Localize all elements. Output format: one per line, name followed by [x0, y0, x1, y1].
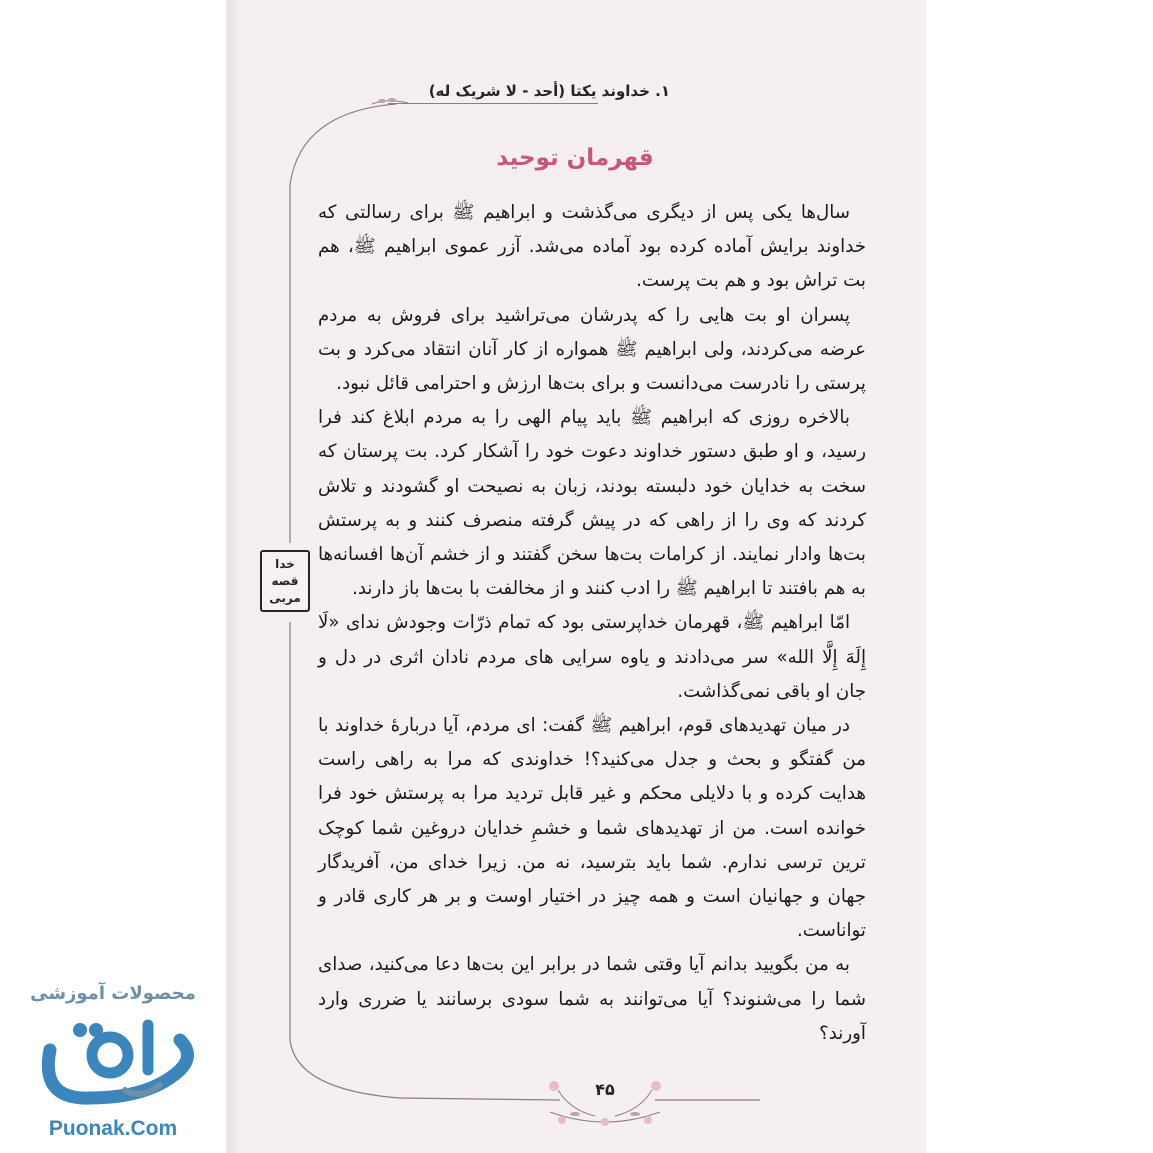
watermark-tagline: محصولات آموزشی	[30, 983, 196, 1004]
paragraph: بالاخره روزی که ابراهیم ﷺ باید پیام الهی را به مردم ابلاغ کند فرا رسید، و او طبق دستور خداوند دعوت خود را آشکار کرد. بت پرستان که سخت به خدایان خود دلبسته بودند، زبان به نصیحت او گشودند و تلاش کردند که وی را از راهی که در پیش گرفته منصرف کنند و به پرستش بت‌ها وادار نمایند. از کرامات بت‌ها سخن گفتند و از خشم آن‌ها افسانه‌ها به هم بافتند تا ابراهیم ﷺ را ادب کنند و از مخالفت با بت‌ها باز دارند.	[318, 407, 866, 600]
emblem-line: خدا	[275, 556, 295, 571]
story-title: قهرمان توحید	[496, 145, 654, 171]
emblem-line: قصه	[271, 573, 299, 588]
chapter-header: ۱. خداوند یکتا (أحد - لا شریک له)	[428, 82, 670, 100]
header-rule	[388, 103, 598, 104]
floral-wreath-icon	[540, 1070, 670, 1130]
watermark-site: Puonak.Com	[48, 1117, 178, 1140]
paragraph: پسران او بت هایی را که پدرشان می‌تراشید برای فروش به مردم عرضه می‌کردند، ولی ابراهیم ﷺ همواره از کار آنان انتقاد می‌کرد و بت پرستی را نادرست می‌دانست و برای بت‌ها ارزش و احترامی قائل نبود.	[318, 304, 866, 395]
paragraph: در میان تهدیدهای قوم، ابراهیم ﷺ گفت: ای مردم، آیا دربارهٔ خداوند با من گفتگو و بحث و جدل می‌کنید؟! خداوندی که مرا به راهی راست هدایت کرده و با دلایلی محکم و غیر قابل تردید مرا به پرستش خود فرا خوانده است. من از تهدیدهای شما و خشمِ خدایان دروغین شما کوچک ترین ترسی ندارم. شما باید بترسید، نه من. زیرا خدای من، آفریدگار جهان و جهانیان است و همه چیز در اختیار اوست و بر هر کاری قادر و تواناست.	[318, 715, 866, 942]
paragraph: سال‌ها یکی پس از دیگری می‌گذشت و ابراهیم ﷺ برای رسالتی که خداوند برایش آماده کرده بود آماده می‌شد. آزر عموی ابراهیم ﷺ، هم بت تراش بود و هم بت پرست.	[318, 202, 866, 292]
series-emblem-box	[260, 550, 310, 612]
paragraph: امّا ابراهیم ﷺ، قهرمان خداپرستی بود که تمام ذرّات وجودش ندای «لَا إِلَهَ إِلَّا الله» سر می‌دادند و یاوه سرایی های مردم نادان اثری در دل و جان او باقی نمی‌گذاشت.	[318, 612, 866, 702]
emblem-line: مربی	[269, 590, 301, 605]
paragraph: به من بگویید بدانم آیا وقتی شما در برابر این بت‌ها دعا می‌کنید، صدای شما را می‌شنوند؟ آیا می‌توانند به شما سودی برسانند یا ضرری وارد آورند؟	[318, 954, 866, 1044]
series-emblem	[253, 543, 317, 619]
page-number: ۴۵	[595, 1080, 615, 1099]
story-body	[318, 196, 866, 1051]
puonak-logo-icon	[30, 1010, 200, 1105]
